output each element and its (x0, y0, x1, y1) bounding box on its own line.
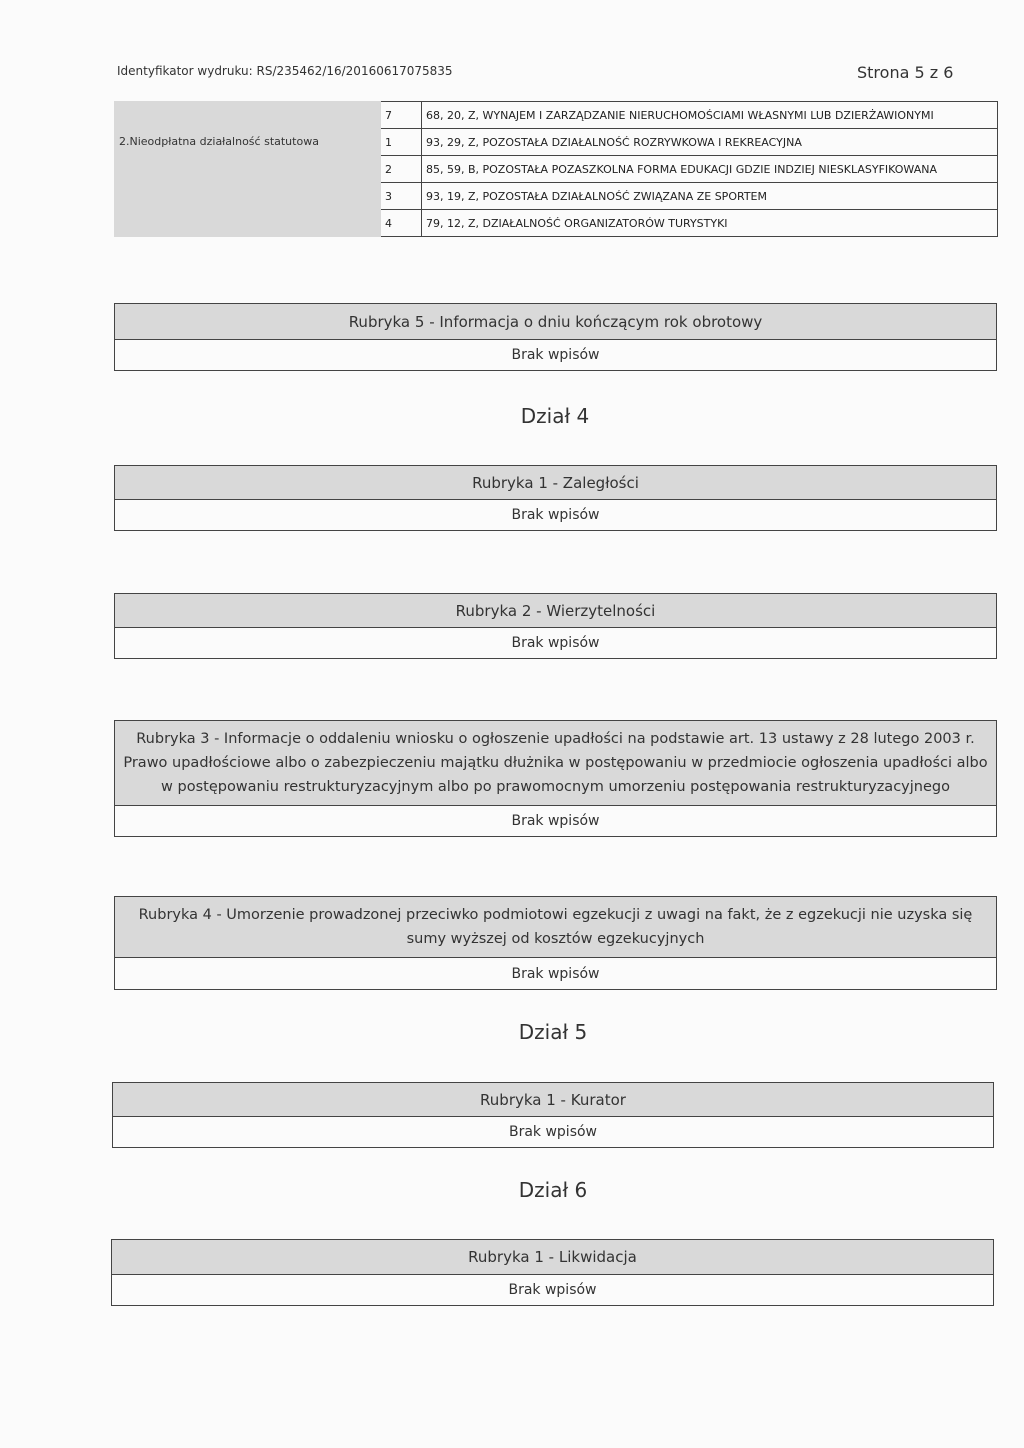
section-body: Brak wpisów (511, 813, 600, 829)
activity-description: 79, 12, Z, DZIAŁALNOŚĆ ORGANIZATORÓW TURYSTYKI (422, 210, 998, 237)
section-title: Rubryka 5 - Informacja o dniu kończącym rok obrotowy (115, 304, 996, 340)
activity-description: 85, 59, B, POZOSTAŁA POZASZKOLNA FORMA EDUKACJI GDZIE INDZIEJ NIESKLASYFIKOWANA (422, 156, 998, 183)
print-identifier: Identyfikator wydruku: RS/235462/16/20160617075835 (117, 64, 453, 78)
section-title: Rubryka 1 - Kurator (113, 1083, 993, 1117)
activity-description: 68, 20, Z, WYNAJEM I ZARZĄDZANIE NIERUCHOMOŚCIAMI WŁASNYMI LUB DZIERŻAWIONYMI (422, 102, 998, 129)
section-upadlosc (114, 720, 997, 837)
table-cell-empty (115, 102, 381, 129)
section-title-line: Rubryka 4 - Umorzenie prowadzonej przeciwko podmiotowi egzekucji z uwagi na fakt, że z egzekucji nie uzyska się (138, 907, 973, 923)
table-row (115, 102, 998, 129)
row-number: 7 (381, 102, 422, 129)
row-number: 2 (381, 156, 422, 183)
dzial-heading: Dział 4 (520, 404, 590, 428)
section-title: Rubryka 1 - Likwidacja (112, 1240, 993, 1275)
section-title: Rubryka 2 - Wierzytelności (115, 594, 996, 628)
dzial-heading: Dział 6 (518, 1178, 588, 1202)
section-body: Brak wpisów (508, 1124, 598, 1140)
section-title-line: Prawo upadłościowe albo o zabezpieczeniu majątku dłużnika w postępowaniu w przedmiocie ogłoszenia upadłości albo (123, 755, 988, 771)
activity-description: 93, 29, Z, POZOSTAŁA DZIAŁALNOŚĆ ROZRYWKOWA I REKREACYJNA (422, 129, 998, 156)
section-title: Rubryka 1 - Zaległości (115, 466, 996, 500)
section-wierzytelnosci (114, 593, 997, 659)
section-title-line: sumy wyższej od kosztów egzekucyjnych (406, 931, 705, 947)
activity-description: 93, 19, Z, POZOSTAŁA DZIAŁALNOŚĆ ZWIĄZANA ZE SPORTEM (422, 183, 998, 210)
pkd-activity-table (114, 101, 998, 237)
section-rubryka-5 (114, 303, 997, 371)
section-zaleglosci (114, 465, 997, 531)
row-number: 4 (381, 210, 422, 237)
activity-group-label: 2.Nieodpłatna działalność statutowa (115, 129, 381, 237)
section-kurator (112, 1082, 994, 1148)
row-number: 3 (381, 183, 422, 210)
section-title-line: Rubryka 3 - Informacje o oddaleniu wniosku o ogłoszenie upadłości na podstawie art. 13 ustawy z 28 lutego 2003 r. (136, 731, 975, 747)
table-row (115, 129, 998, 156)
section-body: Brak wpisów (511, 965, 600, 982)
section-title (115, 721, 996, 806)
section-title (115, 897, 996, 958)
dzial-heading: Dział 5 (518, 1020, 588, 1044)
section-likwidacja (111, 1239, 994, 1306)
page-number: Strona 5 z 6 (857, 63, 954, 82)
section-umorzenie-egzekucji (114, 896, 997, 990)
row-number: 1 (381, 129, 422, 156)
section-title-line: w postępowaniu restrukturyzacyjnym albo po prawomocnym umorzeniu postępowania restrukturyzacyjnego (161, 779, 950, 795)
section-body: Brak wpisów (511, 635, 600, 651)
section-body: Brak wpisów (508, 1282, 597, 1298)
section-body: Brak wpisów (511, 347, 600, 363)
section-body: Brak wpisów (511, 507, 600, 523)
